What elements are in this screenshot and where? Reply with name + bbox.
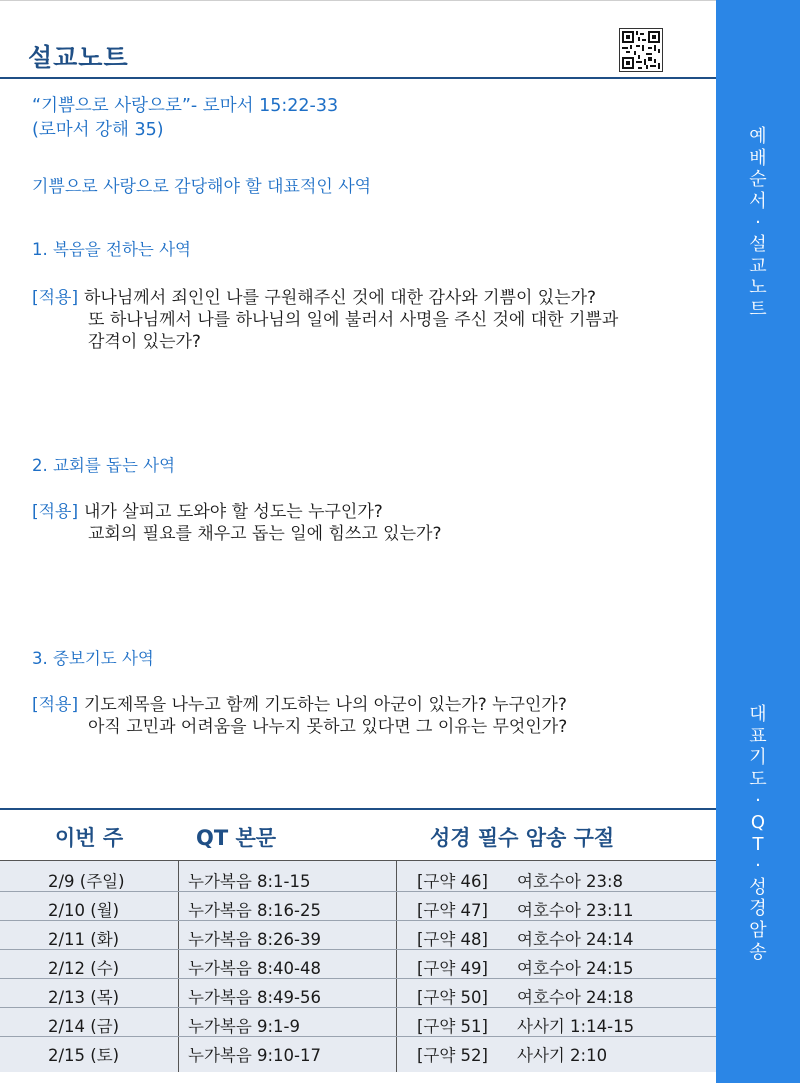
cell-date: 2/12 (수): [48, 959, 120, 978]
apply-line: 또 하나님께서 나를 하나님의 일에 불러서 사명을 주신 것에 대한 기쁨과: [88, 310, 619, 330]
sermon-subtitle: (로마서 강해 35): [32, 120, 164, 140]
column-header-qt: QT 본문: [196, 826, 277, 850]
apply-line: 내가 살피고 도와야 할 성도는 누구인가?: [84, 502, 383, 522]
cell-date: 2/14 (금): [48, 1017, 120, 1036]
cell-verse-label: [구약 51]: [417, 1017, 488, 1036]
row-divider: [0, 1007, 716, 1008]
apply-line: 감격이 있는가?: [88, 332, 201, 352]
column-header-week: 이번 주: [55, 826, 124, 850]
row-divider: [0, 891, 716, 892]
cell-qt: 누가복음 8:1-15: [188, 872, 311, 891]
table-row: [0, 892, 716, 921]
cell-verse-label: [구약 49]: [417, 959, 488, 978]
table-row: [0, 863, 716, 892]
cell-verse-ref: 여호수아 24:15: [517, 959, 634, 978]
table-row: [0, 950, 716, 979]
apply-line: 기도제목을 나누고 함께 기도하는 나의 아군이 있는가? 누구인가?: [84, 695, 567, 715]
row-divider: [0, 978, 716, 979]
apply-line: 아직 고민과 어려움을 나누지 못하고 있다면 그 이유는 무엇인가?: [88, 717, 568, 737]
apply-line: 하나님께서 죄인인 나를 구원해주신 것에 대한 감사와 기쁨이 있는가?: [84, 288, 597, 308]
row-divider: [0, 949, 716, 950]
sidebar-lower-label: 대 표 기 도 · Q T · 성 경 암 송: [749, 704, 767, 963]
section-heading: 1. 복음을 전하는 사역: [32, 240, 191, 259]
table-row: [0, 1008, 716, 1037]
cell-qt: 누가복음 9:10-17: [188, 1046, 322, 1065]
cell-verse-label: [구약 46]: [417, 872, 488, 891]
sermon-title: “기쁨으로 사랑으로”- 로마서 15:22-33: [32, 96, 339, 116]
table-divider: [0, 808, 716, 810]
cell-verse-ref: 여호수아 24:18: [517, 988, 634, 1007]
cell-qt: 누가복음 8:40-48: [188, 959, 322, 978]
section-heading: 2. 교회를 돕는 사역: [32, 456, 176, 475]
sermon-intro: 기쁨으로 사랑으로 감당해야 할 대표적인 사역: [32, 177, 372, 197]
cell-verse-ref: 여호수아 23:11: [517, 901, 634, 920]
table-row: [0, 1037, 716, 1066]
cell-date: 2/10 (월): [48, 901, 120, 920]
schedule-table: [0, 861, 716, 1072]
cell-qt: 누가복음 8:26-39: [188, 930, 322, 949]
apply-tag: [적용]: [32, 288, 79, 308]
apply-tag: [적용]: [32, 502, 79, 522]
cell-date: 2/11 (화): [48, 930, 120, 949]
cell-verse-label: [구약 52]: [417, 1046, 488, 1065]
cell-verse-label: [구약 47]: [417, 901, 488, 920]
cell-verse-ref: 사사기 2:10: [517, 1046, 608, 1065]
row-divider: [0, 1036, 716, 1037]
table-row: [0, 921, 716, 950]
cell-verse-ref: 사사기 1:14-15: [517, 1017, 635, 1036]
column-divider: [396, 861, 397, 1072]
application-block: [32, 287, 618, 353]
cell-qt: 누가복음 8:49-56: [188, 988, 322, 1007]
sidebar-upper-label: 예 배 순 서 · 설 교 노 트: [749, 126, 767, 320]
cell-qt: 누가복음 9:1-9: [188, 1017, 301, 1036]
row-divider: [0, 920, 716, 921]
cell-date: 2/15 (토): [48, 1046, 120, 1065]
cell-qt: 누가복음 8:16-25: [188, 901, 322, 920]
page-title: 설교노트: [28, 43, 129, 72]
apply-line: 교회의 필요를 채우고 돕는 일에 힘쓰고 있는가?: [88, 524, 442, 544]
header-divider: [0, 77, 716, 79]
top-border: [0, 0, 716, 1]
cell-verse-ref: 여호수아 24:14: [517, 930, 634, 949]
sidebar: [716, 0, 800, 1083]
apply-tag: [적용]: [32, 695, 79, 715]
section-heading: 3. 중보기도 사역: [32, 649, 154, 668]
cell-date: 2/13 (목): [48, 988, 120, 1007]
application-block: [32, 694, 567, 738]
table-row: [0, 979, 716, 1008]
application-block: [32, 501, 441, 545]
qr-code-icon[interactable]: [619, 28, 663, 72]
column-divider: [178, 861, 179, 1072]
cell-verse-label: [구약 48]: [417, 930, 488, 949]
cell-date: 2/9 (주일): [48, 872, 125, 891]
column-header-verse: 성경 필수 암송 구절: [430, 826, 615, 850]
cell-verse-label: [구약 50]: [417, 988, 488, 1007]
cell-verse-ref: 여호수아 23:8: [517, 872, 624, 891]
